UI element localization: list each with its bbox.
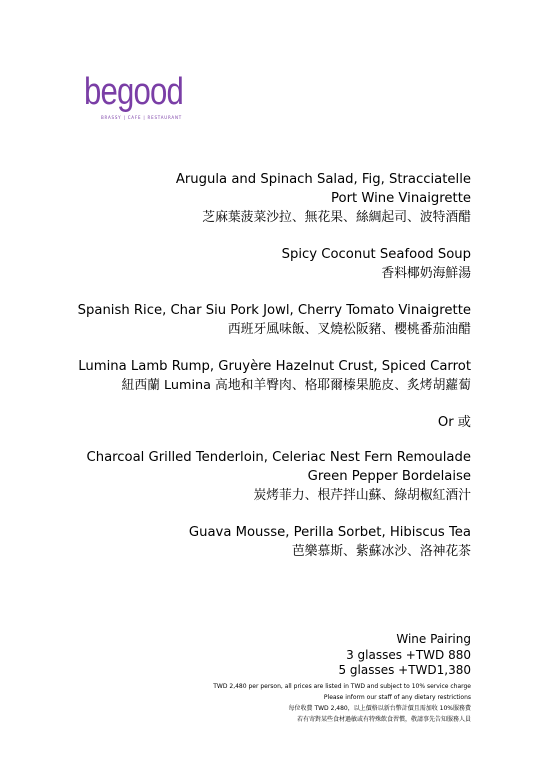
course-name-en: Guava Mousse, Perilla Sorbet, Hibiscus Tea	[188, 525, 471, 540]
dietary-note-en: Please inform our staff of any dietary restrictions	[323, 693, 471, 701]
course-name-en: Lumina Lamb Rump, Gruyère Hazelnut Crust, Spiced Carrot	[78, 359, 471, 374]
wine-pairing-5-glasses: 5 glasses +TWD1,380	[338, 663, 471, 677]
course-tenderloin	[51, 448, 471, 505]
course-name-zh: 紐西蘭 Lumina 高地和羊臀肉、格耶爾榛果脆皮、炙烤胡蘿蔔	[121, 378, 471, 393]
course-rice	[51, 301, 471, 339]
wine-pairing	[51, 632, 471, 725]
course-name-en: Spanish Rice, Char Siu Pork Jowl, Cherry Tomato Vinaigrette	[77, 303, 471, 318]
course-list	[51, 170, 471, 579]
wine-pairing-3-glasses: 3 glasses +TWD 880	[346, 647, 471, 662]
price-note-zh: 每位收費 TWD 2,480，以上價格以新台幣計價且需加收 10%服務費	[288, 704, 471, 712]
course-name-zh: 香料椰奶海鮮湯	[381, 266, 471, 281]
course-name-en: Port Wine Vinaigrette	[331, 191, 471, 206]
course-name-en: Green Pepper Bordelaise	[307, 469, 471, 484]
logo-wordmark: begood	[84, 71, 184, 113]
course-dessert	[51, 523, 471, 561]
course-name-zh: 芭樂慕斯、紫蘇冰沙、洛神花茶	[291, 544, 471, 559]
course-name-zh: 芝麻葉菠菜沙拉、無花果、絲綢起司、波特酒醋	[202, 210, 471, 225]
course-name-en: Charcoal Grilled Tenderloin, Celeriac Nest Fern Remoulade	[86, 450, 471, 465]
course-salad	[51, 170, 471, 227]
course-soup	[51, 245, 471, 283]
wine-pairing-title: Wine Pairing	[396, 632, 471, 646]
or-text: Or 或	[437, 415, 471, 430]
course-name-zh: 炭烤菲力、根芹拌山蘇、綠胡椒紅酒汁	[253, 488, 471, 503]
price-note-en: TWD 2,480 per person, all prices are listed in TWD and subject to 10% service charge	[213, 682, 471, 690]
brand-logo	[84, 71, 184, 124]
course-name-en: Arugula and Spinach Salad, Fig, Stracciatelle	[175, 172, 471, 187]
dietary-note-zh: 若有寄對某些食材過敏或有特殊飲食習慣，敬請事先告知服務人員	[296, 715, 471, 723]
course-lamb	[51, 357, 471, 395]
course-name-zh: 西班牙風味飯、叉燒松阪豬、櫻桃番茄油醋	[227, 322, 471, 337]
logo-tagline: BRASSY | CAFE | RESTAURANT	[101, 115, 182, 120]
course-or-divider	[51, 413, 471, 432]
course-name-en: Spicy Coconut Seafood Soup	[281, 247, 471, 262]
